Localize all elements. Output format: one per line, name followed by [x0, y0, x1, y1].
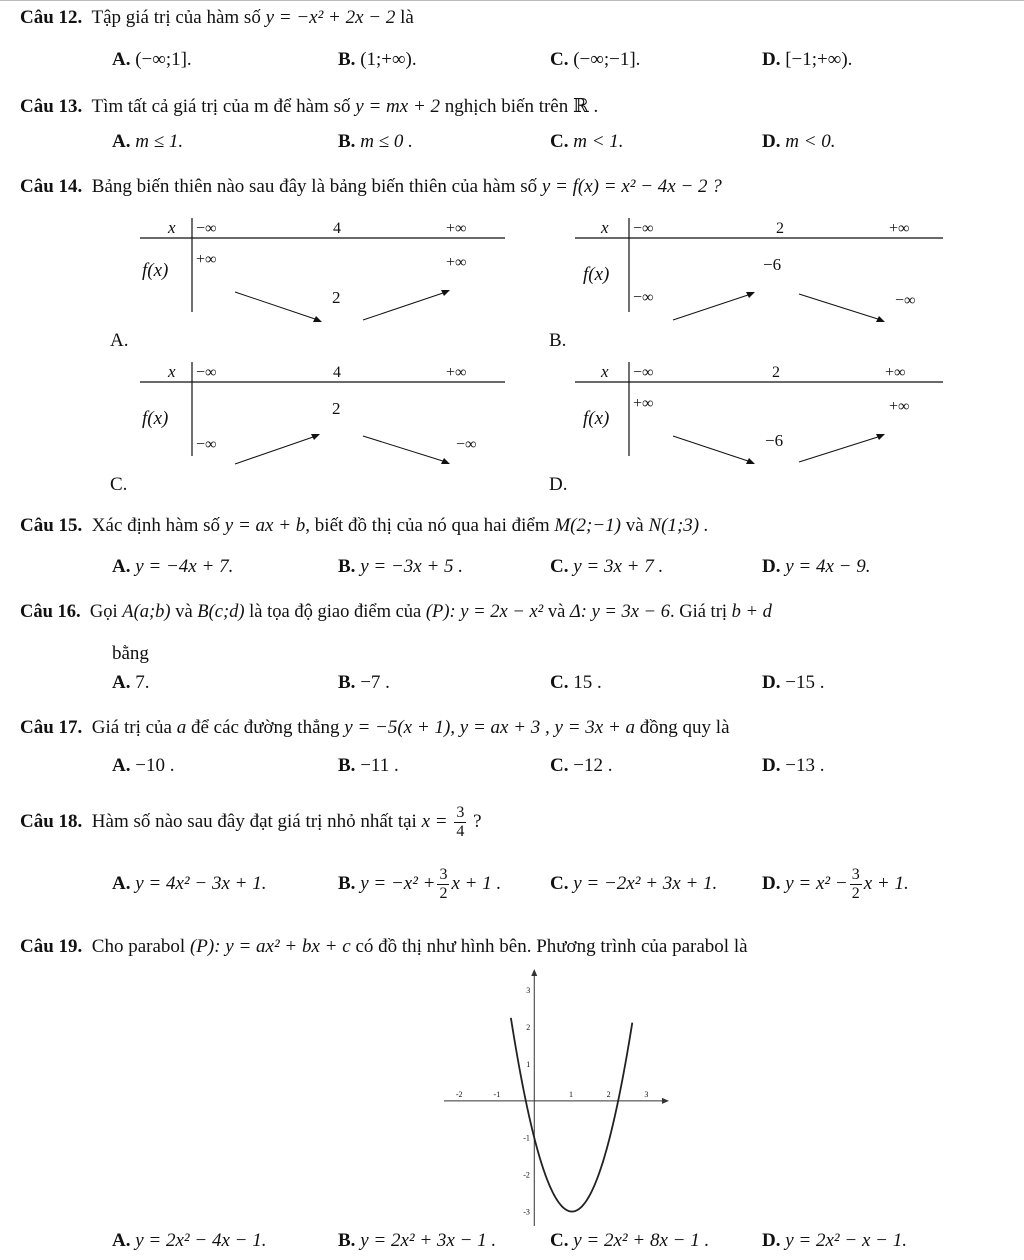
q15-number: Câu 15. [20, 515, 83, 536]
x-tick-label: 2 [606, 1089, 611, 1099]
q14-text: Bảng biến thiên nào sau đây là bảng biến thiên của hàm số [91, 176, 538, 197]
table-a-top-left: +∞ [196, 251, 217, 268]
q16-sum: b + d [731, 602, 772, 622]
q18-text: Hàm số nào sau đây đạt giá trị nhỏ nhất tại [91, 811, 417, 832]
q19-option-b[interactable]: B. y = 2x² + 3x − 1 . [338, 1230, 497, 1251]
q14-table-c[interactable] [100, 356, 520, 486]
table-d-col-3: +∞ [885, 364, 906, 381]
q19-tail: có đồ thị như hình bên. Phương trình của parabol là [355, 936, 748, 957]
q14-number: Câu 14. [20, 176, 83, 197]
table-c-bottom-right: −∞ [456, 436, 477, 453]
q12-option-a[interactable]: A. (−∞;1]. [112, 49, 192, 70]
x-tick-label: 3 [644, 1089, 649, 1099]
y-axis-arrow [531, 969, 537, 976]
q17-tail2: đồng quy là [639, 717, 730, 738]
table-d-x-label: x [601, 362, 609, 381]
q14-table-a[interactable] [100, 212, 520, 352]
q12-expr: y = −x² + 2x − 2 [265, 7, 396, 28]
top-rule [0, 0, 1024, 1]
q15-point-m: M(2;−1) [554, 515, 621, 536]
q12-number: Câu 12. [20, 7, 83, 28]
q15-option-a[interactable]: A. y = −4x + 7. [112, 556, 234, 577]
q16-option-a[interactable]: A. 7. [112, 672, 150, 693]
table-b-fx-label: f(x) [583, 264, 610, 285]
q18-fraction: $\frac{3}{4}$ [456, 804, 465, 841]
table-c-mid-value: 2 [332, 399, 341, 418]
q17-option-d[interactable]: D. −13 . [762, 755, 825, 776]
q17-var-a: a [176, 717, 187, 738]
q12-option-d[interactable]: D. [−1;+∞). [762, 49, 853, 70]
y-tick-label: 1 [526, 1059, 531, 1069]
q15-expr: y = ax + b [224, 515, 306, 536]
table-c-bottom-left: −∞ [196, 436, 217, 453]
q19-stem [20, 936, 748, 958]
q19-text: Cho parabol [91, 936, 186, 957]
table-d-fx-label: f(x) [583, 408, 610, 429]
q16-tail4: . Giá trị [669, 602, 727, 622]
q16-option-d[interactable]: D. −15 . [762, 672, 825, 693]
x-axis-arrow [662, 1098, 669, 1104]
table-d-arrow-down [673, 436, 751, 462]
table-a-col-1: −∞ [196, 220, 217, 237]
table-d-top-left: +∞ [633, 395, 654, 412]
q16-text: Gọi [89, 602, 118, 622]
q15-point-n: N(1;3) . [648, 515, 709, 536]
q17-tail: để các đường thẳng [190, 717, 340, 738]
q14-expr: y = f(x) = x² − 4x − 2 ? [541, 176, 722, 197]
q17-option-b[interactable]: B. −11 . [338, 755, 399, 776]
q18-stem [20, 800, 482, 844]
table-c-col-3: +∞ [446, 364, 467, 381]
y-tick-label: -3 [523, 1207, 530, 1217]
q14-table-c-label: C. [110, 474, 128, 495]
table-c-col-1: −∞ [196, 364, 217, 381]
table-d-mid-value: −6 [765, 431, 784, 450]
x-tick-label: -1 [493, 1089, 501, 1099]
q13-option-a[interactable]: A. m ≤ 1. [112, 131, 184, 152]
table-b-x-label: x [601, 218, 609, 237]
q13-expr: y = mx + 2 [355, 96, 441, 117]
q18-option-c[interactable]: C. y = −2x² + 3x + 1. [550, 873, 718, 894]
q18-tail: ? [473, 811, 482, 832]
table-c-arrow-up [235, 436, 316, 464]
table-a-fx-label: f(x) [142, 260, 169, 281]
table-b-mid-value: −6 [763, 255, 782, 274]
y-tick-label: -1 [523, 1133, 530, 1143]
q14-table-d[interactable] [545, 356, 965, 486]
q13-tail: nghịch biến trên ℝ . [444, 96, 599, 117]
table-d-arrow-up [799, 436, 881, 462]
q16-tail: và [175, 602, 193, 622]
q15-tail2: và [625, 515, 644, 536]
q17-option-a[interactable]: A. −10 . [112, 755, 175, 776]
q19-option-c[interactable]: C. y = 2x² + 8x − 1 . [550, 1230, 710, 1251]
q17-option-c[interactable]: C. −12 . [550, 755, 613, 776]
q15-text: Xác định hàm số [91, 515, 221, 536]
table-a-mid-value: 2 [332, 288, 341, 307]
q18-expr: x = [421, 811, 448, 832]
q16-point-a: A(a;b) [122, 602, 171, 622]
q14-stem [20, 176, 722, 198]
q14-table-b-label: B. [549, 330, 567, 351]
q17-text: Giá trị của [91, 717, 172, 738]
q15-option-b[interactable]: B. y = −3x + 5 . [338, 556, 464, 577]
q12-tail: là [400, 7, 414, 28]
q15-stem [20, 515, 709, 537]
table-a-arrow-down [235, 292, 318, 320]
q16-point-b: B(c;d) [197, 602, 245, 622]
y-tick-label: 2 [526, 1023, 531, 1033]
q12-option-b[interactable]: B. (1;+∞). [338, 49, 417, 70]
q15-tail: , biết đồ thị của nó qua hai điểm [305, 515, 550, 536]
table-a-col-2: 4 [333, 220, 341, 237]
table-c-col-2: 4 [333, 364, 341, 381]
q12-option-c[interactable]: C. (−∞;−1]. [550, 49, 641, 70]
table-b-bottom-left: −∞ [633, 289, 654, 306]
q14-table-b[interactable] [545, 212, 965, 352]
table-b-col-2: 2 [776, 220, 784, 237]
y-tick-label: -2 [523, 1170, 530, 1180]
y-tick-label: 3 [526, 986, 531, 996]
q16-line: Δ: y = 3x − 6 [569, 602, 670, 622]
table-b-col-3: +∞ [889, 220, 910, 237]
x-tick-label: 1 [568, 1089, 573, 1099]
q16-parabola: (P): y = 2x − x² [425, 602, 544, 622]
q19-number: Câu 19. [20, 936, 83, 957]
q14-table-d-label: D. [549, 474, 568, 495]
table-c-x-label: x [168, 362, 176, 381]
q18-number: Câu 18. [20, 811, 83, 832]
q16-stem [20, 602, 772, 623]
q13-option-b[interactable]: B. m ≤ 0 . [338, 131, 413, 152]
q13-number: Câu 13. [20, 96, 83, 117]
q16-tail2: là tọa độ giao điểm của [249, 602, 422, 622]
q17-stem [20, 717, 730, 739]
table-c-fx-label: f(x) [142, 408, 169, 429]
table-b-arrow-down [799, 294, 881, 320]
parabola-curve [511, 1018, 632, 1212]
table-b-arrow-up [673, 294, 751, 320]
q16-tail3: và [547, 602, 566, 622]
q19-option-d[interactable]: D. y = 2x² − x − 1. [762, 1230, 907, 1251]
q13-option-c[interactable]: C. m < 1. [550, 131, 624, 152]
table-a-col-3: +∞ [446, 220, 467, 237]
x-tick-label: -2 [455, 1089, 463, 1099]
table-a-arrow-up [363, 292, 446, 320]
q12-text: Tập giá trị của hàm số [91, 7, 261, 28]
table-d-top-right: +∞ [889, 398, 910, 415]
q18-option-b[interactable]: B. y = −x² + $\frac{3}{2}$ x + 1 . [338, 866, 502, 903]
q18-option-a[interactable]: A. y = 4x² − 3x + 1. [112, 873, 267, 894]
q17-lines: y = −5(x + 1), y = ax + 3 , y = 3x + a [344, 717, 636, 738]
table-c-arrow-down [363, 436, 446, 462]
q14-table-a-label: A. [110, 330, 129, 351]
q13-stem [20, 95, 598, 118]
table-a-x-label: x [168, 218, 176, 237]
q15-option-c[interactable]: C. y = 3x + 7 . [550, 556, 664, 577]
q19-expr: (P): y = ax² + bx + c [189, 936, 351, 957]
q16-line2: bằng [112, 643, 149, 664]
q13-text: Tìm tất cả giá trị của m để hàm số [91, 96, 351, 117]
table-b-bottom-right: −∞ [895, 292, 916, 309]
q15-option-d[interactable]: D. y = 4x − 9. [762, 556, 871, 577]
table-a-top-right: +∞ [446, 254, 467, 271]
parabola-graph [440, 968, 670, 1230]
q16-number: Câu 16. [20, 602, 81, 622]
q13-option-d[interactable]: D. m < 0. [762, 131, 836, 152]
q16-option-c[interactable]: C. 15 . [550, 672, 602, 693]
q18-option-d[interactable]: D. y = x² − $\frac{3}{2}$ x + 1. [762, 866, 909, 903]
q12-stem [20, 7, 414, 29]
table-b-col-1: −∞ [633, 220, 654, 237]
q16-option-b[interactable]: B. −7 . [338, 672, 390, 693]
q17-number: Câu 17. [20, 717, 83, 738]
q19-option-a[interactable]: A. y = 2x² − 4x − 1. [112, 1230, 267, 1251]
table-d-col-1: −∞ [633, 364, 654, 381]
table-d-col-2: 2 [772, 364, 780, 381]
